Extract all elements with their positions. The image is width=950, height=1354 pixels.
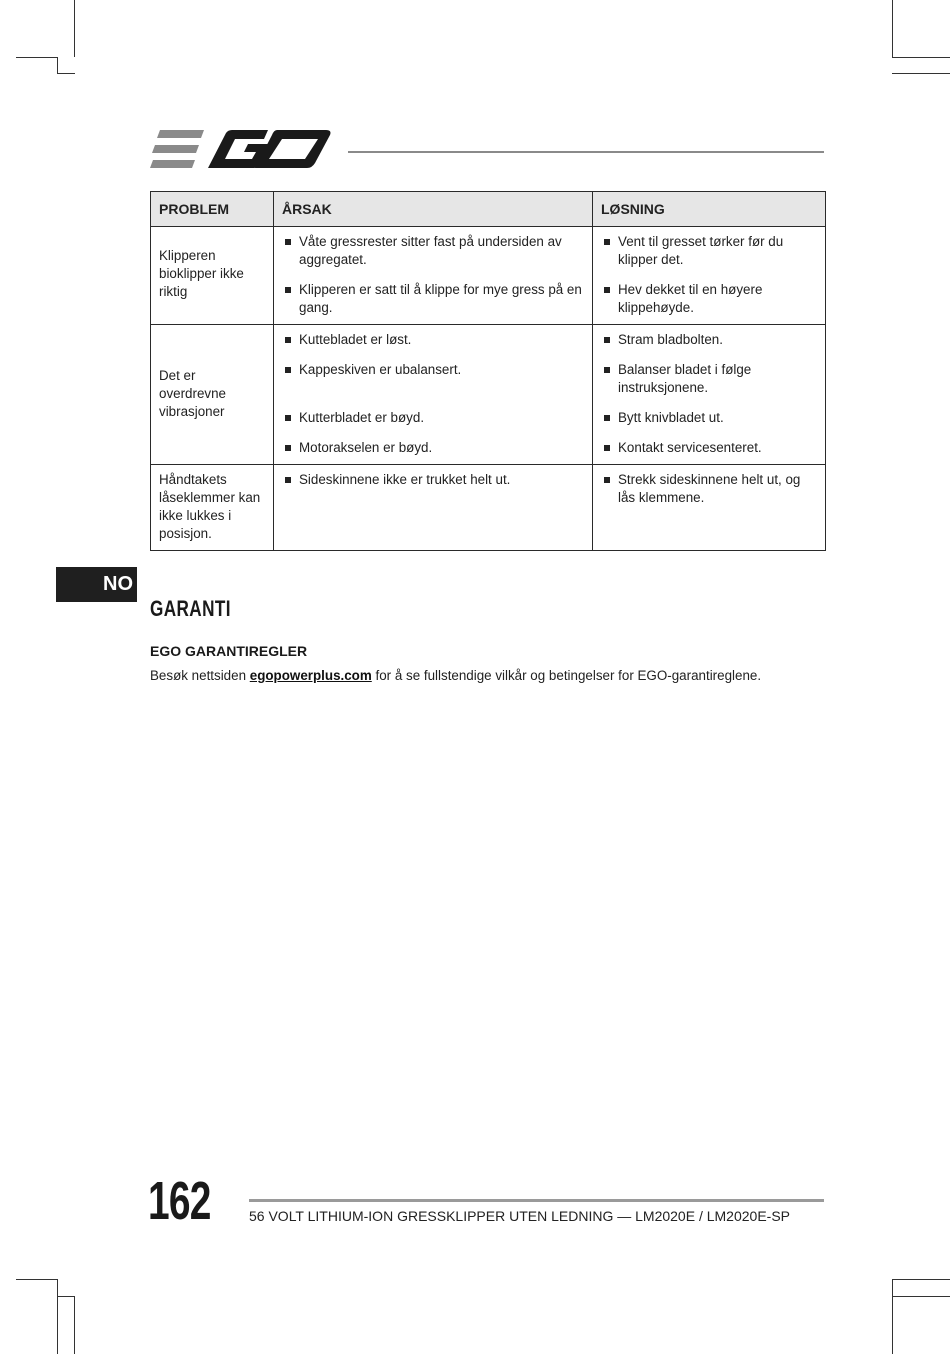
- table-row: [151, 325, 826, 465]
- solution-cell: [593, 465, 826, 551]
- problem-cell: Håndtakets låseklemmer kan ikke lukkes i posisjon.: [151, 465, 274, 551]
- problem-cell: Klipperen bioklipper ikke riktig: [151, 227, 274, 325]
- header-problem: PROBLEM: [151, 192, 274, 227]
- list-item: Vent til gresset tørker før du klipper det.: [601, 233, 817, 269]
- crop-mark: [74, 1296, 75, 1354]
- problem-cell: Det er overdrevne vibrasjoner: [151, 325, 274, 465]
- footer-text: 56 VOLT LITHIUM-ION GRESSKLIPPER UTEN LEDNING — LM2020E / LM2020E-SP: [249, 1208, 790, 1224]
- crop-mark: [892, 1279, 950, 1280]
- list-item: Hev dekket til en høyere klippehøyde.: [601, 281, 817, 317]
- list-item: Strekk sideskinnene helt ut, og lås klemmene.: [601, 471, 817, 507]
- section-title: GARANTI: [150, 596, 231, 621]
- list-item: Kontakt servicesenteret.: [601, 439, 817, 457]
- list-item: Kutterbladet er bøyd.: [282, 409, 584, 427]
- section-subtitle: EGO GARANTIREGLER: [150, 643, 308, 659]
- warranty-paragraph: [150, 668, 761, 683]
- page-number: 162: [148, 1171, 211, 1231]
- cause-cell: [274, 227, 593, 325]
- solution-cell: [593, 227, 826, 325]
- crop-mark: [58, 73, 75, 74]
- crop-mark: [58, 1296, 75, 1297]
- header-rule: [348, 151, 824, 153]
- crop-mark: [74, 0, 75, 57]
- crop-mark: [16, 57, 58, 58]
- list-item: Klipperen er satt til å klippe for mye gress på en gang.: [282, 281, 584, 317]
- list-item: Kappeskiven er ubalansert.: [282, 361, 584, 379]
- crop-mark: [57, 1279, 58, 1354]
- cause-cell: [274, 465, 593, 551]
- crop-mark: [892, 57, 950, 58]
- footer-rule: [249, 1199, 824, 1202]
- crop-mark: [892, 0, 893, 57]
- crop-mark: [16, 1279, 58, 1280]
- list-item: Kuttebladet er løst.: [282, 331, 584, 349]
- list-item: Bytt knivbladet ut.: [601, 409, 817, 427]
- warranty-link[interactable]: egopowerplus.com: [249, 668, 372, 683]
- header-cause: ÅRSAK: [274, 192, 593, 227]
- table-row: [151, 465, 826, 551]
- table-row: [151, 227, 826, 325]
- crop-mark: [892, 73, 950, 74]
- language-tab: NO: [56, 567, 137, 602]
- crop-mark: [892, 1279, 893, 1354]
- table-header-row: [151, 192, 826, 227]
- crop-mark: [892, 1296, 950, 1297]
- list-item: Sideskinnene ikke er trukket helt ut.: [282, 471, 584, 489]
- warranty-text: Besøk nettsiden: [150, 668, 250, 683]
- warranty-text: for å se fullstendige vilkår og betingelser for EGO-garantireglene.: [371, 668, 762, 683]
- header-solution: LØSNING: [593, 192, 826, 227]
- list-item: Balanser bladet i følge instruksjonene.: [601, 361, 817, 397]
- list-item: Våte gressrester sitter fast på undersiden av aggregatet.: [282, 233, 584, 269]
- solution-cell: [593, 325, 826, 465]
- list-item: Motorakselen er bøyd.: [282, 439, 584, 457]
- ego-logo: [150, 130, 332, 172]
- troubleshooting-table: [150, 191, 826, 551]
- list-item: Stram bladbolten.: [601, 331, 817, 349]
- cause-cell: [274, 325, 593, 465]
- crop-mark: [57, 57, 58, 74]
